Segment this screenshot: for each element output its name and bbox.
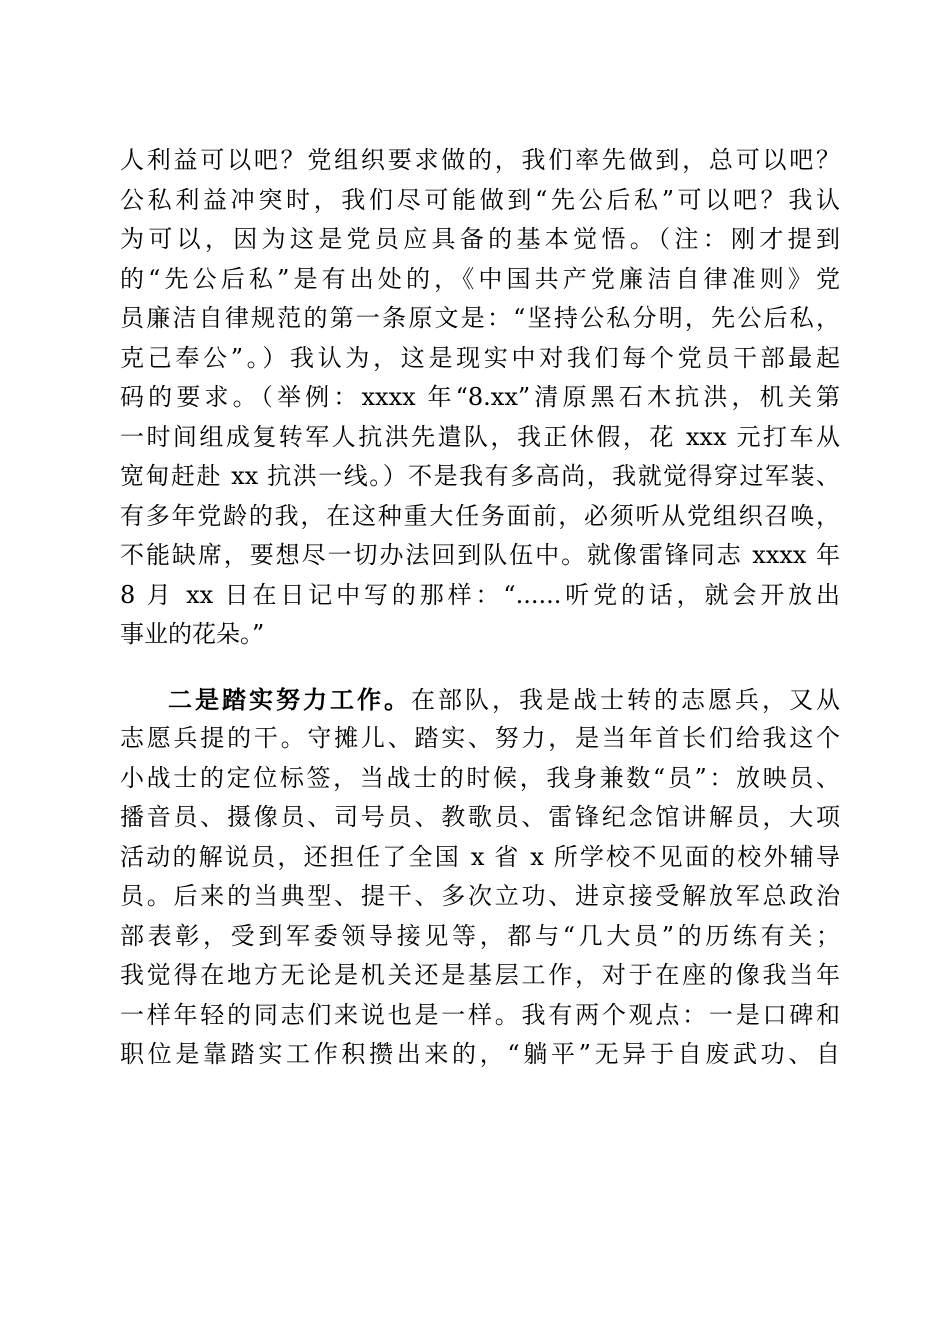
text-line: 宽甸赶赴 xx 抗洪一线。）不是我有多高尚，我就觉得穿过军装、 (120, 462, 840, 490)
text-line: 一样年轻的同志们来说也是一样。我有两个观点：一是口碑和 (120, 1000, 840, 1029)
text-line: 播音员、摄像员、司号员、教歌员、雷锋纪念馆讲解员，大项 (120, 803, 840, 831)
text-line: 公私利益冲突时，我们尽可能做到“先公后私”可以吧？我认 (120, 185, 840, 214)
text-line: 码的要求。（举例：xxxx 年“8.xx”清原黑石木抗洪，机关第 (120, 383, 840, 411)
text-line: 志愿兵提的干。守摊儿、踏实、努力，是当年首长们给我这个 (120, 724, 840, 752)
document-body (120, 141, 840, 1075)
text-line: 我觉得在地方无论是机关还是基层工作，对于在座的像我当年 (120, 961, 840, 989)
text-line: 部表彰，受到军委领导接见等，都与“几大员”的历练有关； (120, 921, 840, 950)
text-line: 人利益可以吧？党组织要求做的，我们率先做到，总可以吧？ (120, 146, 840, 174)
text-line: 为可以，因为这是党员应具备的基本觉悟。（注：刚才提到 (120, 225, 840, 253)
paragraph-first-line (120, 680, 840, 720)
text-line: 员。后来的当典型、提干、多次立功、进京接受解放军总政治 (120, 882, 840, 910)
text-line: 克己奉公”。）我认为，这是现实中对我们每个党员干部最起 (120, 343, 840, 372)
text-line: 有多年党龄的我，在这种重大任务面前，必须听从党组织召唤， (120, 501, 840, 530)
text-line: 活动的解说员，还担任了全国 x 省 x 所学校不见面的校外辅导 (120, 842, 840, 871)
text-line: 职位是靠踏实工作积攒出来的，“躺平”无异于自废武功、自 (120, 1040, 840, 1068)
paragraph-heading: 二是踏实努力工作。 (168, 684, 411, 714)
text-line: 的“先公后私”是有出处的，《中国共产党廉洁自律准则》党 (120, 264, 840, 293)
text-line: 小战士的定位标签，当战士的时候，我身兼数“员”：放映员、 (120, 763, 840, 792)
text-line: 不能缺席，要想尽一切办法回到队伍中。就像雷锋同志 xxxx 年 (120, 541, 840, 569)
text-line: 8 月 xx 日在日记中写的那样：“......听党的话，就会开放出 (120, 580, 840, 609)
paragraph-gap (120, 655, 840, 680)
text-line: 事业的花朵。” (120, 620, 265, 648)
paragraph-first-line-text: 在部队，我是战士转的志愿兵，又从 (411, 685, 840, 714)
text-line: 一时间组成复转军人抗洪先遣队，我正休假，花 xxx 元打车从 (120, 422, 840, 451)
text-line: 员廉洁自律规范的第一条原文是：“坚持公私分明，先公后私， (120, 304, 840, 332)
